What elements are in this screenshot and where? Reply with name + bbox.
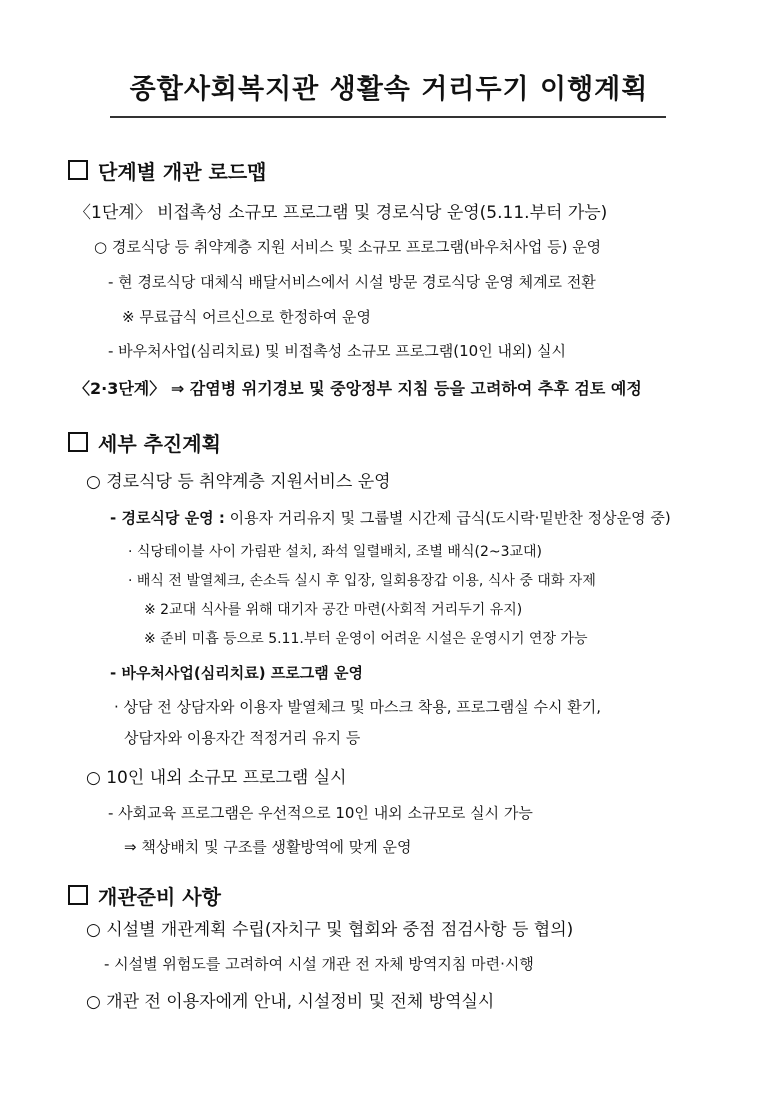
stage23-line: 〈2·3단계〉 ⇒ 감염병 위기경보 및 중앙정부 지침 등을 고려하여 추후 검토 예정 (74, 379, 642, 398)
page-title: 종합사회복지관 생활속 거리두기 이행계획 (129, 74, 649, 105)
stage1-line: 〈1단계〉 비접촉성 소규모 프로그램 및 경로식당 운영(5.11.부터 가능) (74, 203, 608, 223)
dining-bullet1: · 식당테이블 사이 가림판 설치, 좌석 일렬배치, 조별 배식(2~3교대) (128, 544, 542, 560)
section-heading-text: 세부 추진계획 (98, 432, 221, 456)
plan-item2-arrow: ⇒ 책상배치 및 구조를 생활방역에 맞게 운영 (124, 838, 412, 856)
voucher-label: - 바우처사업(심리치료) 프로그램 운영 (110, 664, 363, 682)
dining-label: - 경로식당 운영 : (110, 509, 225, 527)
checkbox-square-icon (68, 160, 88, 180)
voucher-bullet1: · 상담 전 상담자와 이용자 발열체크 및 마스크 착용, 프로그램실 수시 환기, (114, 698, 601, 716)
section-heading-prep (68, 885, 221, 907)
plan-item2-sub: - 사회교육 프로그램은 우선적으로 10인 내외 소규모로 실시 가능 (108, 804, 533, 822)
title-underline (110, 116, 666, 118)
prep-item2: ○ 개관 전 이용자에게 안내, 시설정비 및 전체 방역실시 (86, 992, 495, 1012)
stage1-note: ※ 무료급식 어르신으로 한정하여 운영 (122, 308, 371, 326)
voucher-bullet1-cont: 상담자와 이용자간 적정거리 유지 등 (124, 729, 361, 747)
prep-item1-sub: - 시설별 위험도를 고려하여 시설 개관 전 자체 방역지침 마련·시행 (104, 955, 534, 973)
checkbox-square-icon (68, 432, 88, 452)
plan-item1: ○ 경로식당 등 취약계층 지원서비스 운영 (86, 472, 391, 492)
plan-item2: ○ 10인 내외 소규모 프로그램 실시 (86, 768, 347, 788)
section-heading-roadmap (68, 160, 267, 182)
stage1-sub1: - 현 경로식당 대체식 배달서비스에서 시설 방문 경로식당 운영 체계로 전환 (108, 273, 596, 291)
dining-note1: ※ 2교대 식사를 위해 대기자 공간 마련(사회적 거리두기 유지) (144, 602, 523, 618)
section-heading-plan (68, 432, 221, 454)
stage1-item: ○ 경로식당 등 취약계층 지원 서비스 및 소규모 프로그램(바우처사업 등) 운영 (94, 238, 602, 256)
dining-line (110, 511, 671, 526)
dining-desc: 이용자 거리유지 및 그룹별 시간제 급식(도시락·밑반찬 정상운영 중) (229, 509, 671, 527)
stage1-sub2: - 바우처사업(심리치료) 및 비접촉성 소규모 프로그램(10인 내외) 실시 (108, 342, 567, 360)
dining-note2: ※ 준비 미흡 등으로 5.11.부터 운영이 어려운 시설은 운영시기 연장 가능 (144, 631, 588, 647)
section-heading-text: 단계별 개관 로드맵 (98, 160, 267, 184)
dining-bullet2: · 배식 전 발열체크, 손소득 실시 후 입장, 일회용장갑 이용, 식사 중 대화 자제 (128, 573, 596, 589)
prep-item1: ○ 시설별 개관계획 수립(자치구 및 협회와 중점 점검사항 등 협의) (86, 920, 574, 940)
section-heading-text: 개관준비 사항 (98, 885, 221, 909)
checkbox-square-icon (68, 885, 88, 905)
